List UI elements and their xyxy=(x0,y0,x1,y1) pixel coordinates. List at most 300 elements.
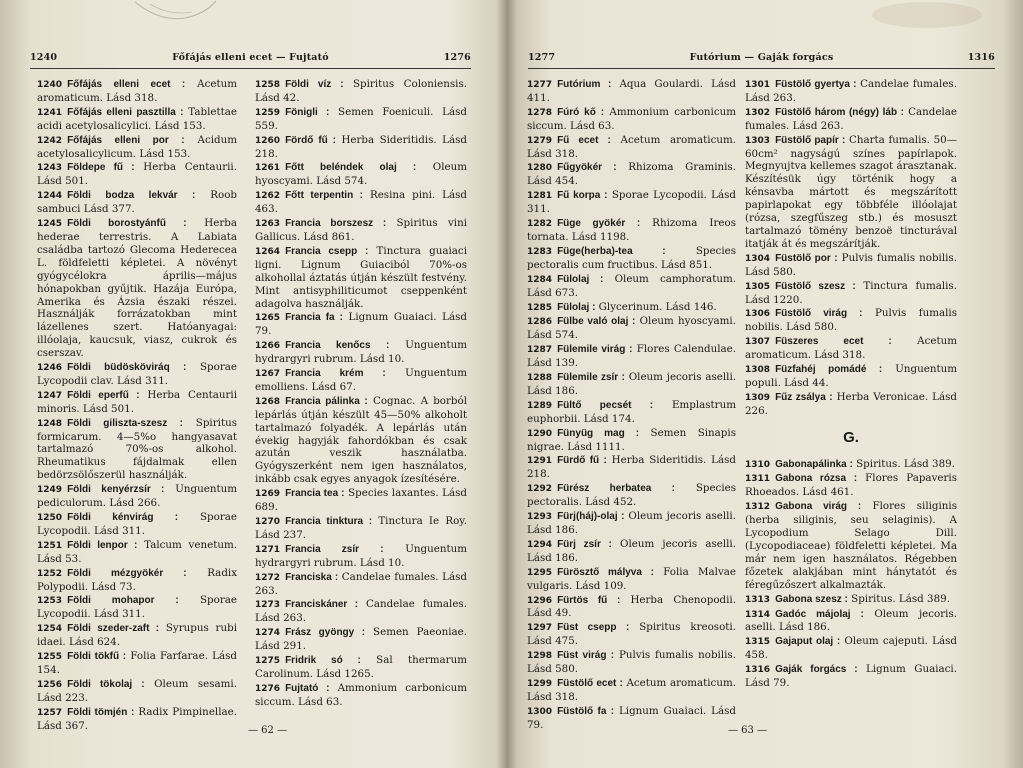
dictionary-entry xyxy=(255,189,467,216)
entry-term: Francia csepp : xyxy=(285,245,369,257)
entry-definition: Semen Foeniculi. Lásd 559. xyxy=(255,105,467,132)
entry-number: 1252 xyxy=(37,568,63,579)
entry-definition: Roob sambuci Lásd 377. xyxy=(37,189,237,216)
entry-term: Francia kenőcs : xyxy=(285,340,390,352)
entry-number: 1242 xyxy=(37,135,63,146)
entry-term: Füszeres ecet : xyxy=(775,336,892,348)
entry-number: 1269 xyxy=(255,489,281,500)
entry-number: 1243 xyxy=(37,163,63,174)
entry-definition: Oleum jecoris. aselli. Lásd 186. xyxy=(745,607,958,634)
entry-definition: Spiritus formicarum. 4—5%o hangyasavat tartalmazó 70%-os alkohol. Rheumatikus fájdalmak ellen bedörzsölőszerül használják. xyxy=(37,416,237,482)
entry-number: 1248 xyxy=(37,418,63,429)
entry-term: Földi tömjén : xyxy=(67,706,135,718)
entry-column xyxy=(37,78,237,734)
entry-number: 1245 xyxy=(37,219,63,230)
entry-definition: Oleum sesami. Lásd 223. xyxy=(37,677,237,704)
dictionary-entry xyxy=(745,472,957,499)
entry-number: 1287 xyxy=(527,345,553,356)
entry-definition: Unguentum pediculorum. Lásd 266. xyxy=(37,483,237,510)
entry-term: Francia borszesz : xyxy=(285,218,387,230)
entry-definition: Ammonium carbonicum siccum. Lásd 63. xyxy=(255,681,467,708)
entry-definition: Charta fumalis. 50—60cm² nagyságú színes papírlapok. Megnyujtva kellemes szagot árasztanak. Készítésük úgy történik hogy a kénsavba mártott és megszárított papirlapokat egy többféle illóolajat (rózsa, szegfűszeg stb.) és mosuszt tartalmazó tömény benzoë tincturával itatják át és megszárítják. xyxy=(745,133,957,250)
entry-term: Fülbe való olaj : xyxy=(557,316,636,328)
entry-number: 1260 xyxy=(255,135,281,146)
entry-number: 1253 xyxy=(37,596,63,607)
entry-term: Füstölő por : xyxy=(775,252,838,264)
entry-term: Füst csepp : xyxy=(557,622,630,634)
dictionary-entry xyxy=(527,189,736,216)
entry-number: 1314 xyxy=(745,609,771,620)
entry-term: Fű ecet : xyxy=(557,134,611,146)
entry-definition: Rhizoma Graminis. Lásd 454. xyxy=(527,161,736,188)
dictionary-entry xyxy=(527,538,736,565)
entry-number: 1306 xyxy=(745,309,771,320)
entry-definition: Sporae Lycopodii. Lásd 311. xyxy=(37,511,237,537)
entry-definition: Talcum venetum. Lásd 53. xyxy=(37,538,238,565)
entry-number: 1316 xyxy=(745,665,771,676)
dictionary-entry xyxy=(255,217,467,244)
entry-definition: Species pectoralis. Lásd 452. xyxy=(527,482,736,509)
entry-number: 1270 xyxy=(255,517,281,527)
entry-term: Füge(herba)-tea : xyxy=(557,245,666,257)
entry-number: 1282 xyxy=(527,219,553,230)
entry-term: Francia fa : xyxy=(285,312,343,324)
dictionary-entry xyxy=(37,106,237,133)
entry-definition: Semen Sinapis nigrae. Lásd 1111. xyxy=(527,426,736,453)
entry-definition: Sporae Lycopodii. Lásd 311. xyxy=(527,189,736,216)
left-page xyxy=(0,0,505,768)
right-page xyxy=(512,0,1023,768)
entry-definition: Pulvis fumalis nobilis. Lásd 580. xyxy=(745,307,957,334)
entry-number: 1272 xyxy=(255,572,281,583)
entry-number: 1291 xyxy=(527,456,553,467)
page-header xyxy=(30,52,471,68)
dictionary-entry xyxy=(527,677,736,704)
entry-number: 1241 xyxy=(37,107,63,118)
entry-term: Földi víz : xyxy=(285,79,344,90)
entry-term: Gajaput olaj : xyxy=(775,636,841,648)
entry-number: 1256 xyxy=(37,679,63,690)
entry-term: Frász gyöngy : xyxy=(285,627,366,639)
entry-term: Francia tea : xyxy=(285,488,345,500)
entry-term: Fürdő fű : xyxy=(557,455,607,467)
entry-definition: Rhizoma Ireos tornata. Lásd 1198. xyxy=(527,217,736,243)
dictionary-entry xyxy=(255,626,467,653)
entry-definition: Unguentum hydrargyri rubrum. Lásd 10. xyxy=(255,339,467,366)
entry-number: 1281 xyxy=(527,191,553,202)
entry-definition: Resina pini. Lásd 463. xyxy=(255,189,467,216)
entry-number: 1289 xyxy=(527,400,553,411)
entry-definition: Oleum camphoratum. Lásd 673. xyxy=(527,272,736,299)
entry-number: 1264 xyxy=(255,246,281,257)
entry-term: Franciskáner : xyxy=(285,599,359,611)
entry-term: Földi eperfű : xyxy=(67,389,140,401)
entry-number: 1266 xyxy=(255,341,281,352)
entry-number: 1247 xyxy=(37,390,63,401)
header-last-entry: 1316 xyxy=(967,52,995,63)
dictionary-entry xyxy=(37,511,237,538)
entry-number: 1254 xyxy=(37,624,63,635)
entry-definition: Tablettae acidi acetylosalicylici. Lásd 153. xyxy=(37,105,238,132)
dictionary-entry xyxy=(527,482,736,509)
entry-column xyxy=(527,78,736,733)
entry-definition: Acetum aromaticum. Lásd 318. xyxy=(527,133,736,160)
entry-definition: Spiritus. Lásd 389. xyxy=(847,592,950,605)
dictionary-entry xyxy=(745,106,957,133)
entry-definition: Oleum hyoscyami. Lásd 574. xyxy=(255,161,467,188)
header-rule xyxy=(30,68,471,69)
entry-number: 1250 xyxy=(37,513,63,523)
dictionary-entry xyxy=(527,273,736,300)
entry-column xyxy=(255,78,467,710)
dictionary-entry xyxy=(527,399,736,426)
entry-term: Fülemile zsír : xyxy=(557,372,625,384)
dictionary-entry xyxy=(37,567,237,594)
dictionary-entry xyxy=(527,315,736,342)
dictionary-entry xyxy=(255,543,467,570)
dictionary-entry xyxy=(37,483,237,510)
entry-term: Francia zsír : xyxy=(285,543,384,555)
dictionary-entry xyxy=(745,663,957,690)
entry-term: Füzfahéj pomádé : xyxy=(775,364,883,376)
entry-number: 1297 xyxy=(527,623,553,634)
entry-term: Földi büdösköviráq : xyxy=(67,362,187,374)
dictionary-entry xyxy=(255,571,467,598)
entry-definition: Cognac. A borból lepárlás útján készült 45—50% alkoholt tartalmazó folyadék. A lepárlás után évekig hagyják fahordókban és csak azután veszik használatba. Gyógyszerként nem igen használatos, inkább csak egyes anyagok ízesítésére. xyxy=(255,394,467,486)
entry-definition: Flores Papaveris Rhoeados. Lásd 461. xyxy=(745,472,957,499)
entry-definition: Oleum jecoris aselli. Lásd 186. xyxy=(527,371,737,397)
dictionary-entry xyxy=(37,134,237,161)
dictionary-entry xyxy=(37,217,237,360)
entry-definition: Aqua Goulardi. Lásd 411. xyxy=(527,78,736,104)
entry-group xyxy=(745,78,957,418)
entry-number: 1267 xyxy=(255,369,281,380)
entry-term: Füstölő három (négy) láb : xyxy=(775,106,905,118)
entry-term: Főfájás elleni pasztilla : xyxy=(67,106,184,118)
header-first-entry: 1277 xyxy=(528,52,556,63)
entry-term: Fujtató : xyxy=(285,682,330,694)
dictionary-entry xyxy=(37,189,237,216)
dictionary-entry xyxy=(527,566,736,593)
entry-term: Gadóc májolaj : xyxy=(775,608,864,620)
entry-definition: Spiritus Coloniensis. Lásd 42. xyxy=(255,78,467,104)
entry-definition: Acetum aromaticum. Lásd 318. xyxy=(527,676,736,703)
entry-term: Fúró kő : xyxy=(557,106,605,118)
entry-term: Füstölő fa : xyxy=(557,705,615,717)
entry-definition: Radix Pimpinellae. Lásd 367. xyxy=(37,705,237,732)
entry-term: Földepe fű : xyxy=(67,162,135,174)
header-title: Főfájás elleni ecet — Fujtató xyxy=(172,52,329,63)
entry-number: 1265 xyxy=(255,313,281,324)
entry-definition: Oleum jecoris aselli. Lásd 186. xyxy=(527,510,736,536)
entry-definition: Acidum acetylosalicylicum. Lásd 153. xyxy=(37,133,237,160)
dictionary-entry xyxy=(255,134,467,161)
entry-number: 1285 xyxy=(527,302,553,313)
entry-number: 1313 xyxy=(745,594,771,605)
dictionary-entry xyxy=(745,280,957,307)
entry-definition: Acetum aromaticum. Lásd 318. xyxy=(37,78,237,104)
entry-term: Földi tökolaj : xyxy=(67,678,145,690)
entry-term: Főfájás elleni ecet : xyxy=(67,79,186,90)
entry-number: 1273 xyxy=(255,600,281,611)
entry-number: 1315 xyxy=(745,637,771,648)
entry-definition: Tinctura Ie Roy. Lásd 237. xyxy=(255,515,467,541)
entry-definition: Emplastrum euphorbii. Lásd 174. xyxy=(527,398,736,425)
dictionary-entry xyxy=(745,335,957,362)
entry-definition: Lignum Guaiaci. Lásd 79. xyxy=(745,663,957,690)
dictionary-entry xyxy=(527,649,736,676)
entry-term: Földi szeder-zaft : xyxy=(67,623,160,635)
entry-number: 1275 xyxy=(255,656,281,667)
dictionary-entry xyxy=(745,608,957,635)
entry-definition: Pulvis fumalis nobilis. Lásd 580. xyxy=(527,649,736,676)
entry-definition: Herba Centaurii. Lásd 501. xyxy=(37,161,237,188)
entry-number: 1283 xyxy=(527,246,553,257)
header-title: Futórium — Gaják forgács xyxy=(689,52,834,63)
entry-term: Fridrik só : xyxy=(285,655,361,667)
dictionary-entry xyxy=(527,621,736,648)
entry-number: 1292 xyxy=(527,484,553,495)
entry-term: Füge gyökér : xyxy=(557,218,641,230)
entry-term: Füstölő szesz : xyxy=(775,280,856,292)
entry-definition: Candelae fumales. Lásd 263. xyxy=(255,598,467,625)
entry-term: Fű korpa : xyxy=(557,190,608,202)
entry-number: 1294 xyxy=(527,539,553,550)
entry-term: Fülolaj : xyxy=(557,273,604,285)
dictionary-entry xyxy=(255,682,467,709)
entry-term: Földi borostyánfű : xyxy=(67,218,187,230)
entry-number: 1311 xyxy=(745,474,771,485)
dictionary-entry xyxy=(745,252,957,279)
dictionary-entry xyxy=(745,391,957,418)
entry-term: Földi kenyérzsír : xyxy=(67,484,165,496)
entry-term: Füstölő papír : xyxy=(775,134,846,146)
dictionary-entry xyxy=(37,539,237,566)
dictionary-entry xyxy=(37,389,237,416)
entry-group xyxy=(745,458,957,690)
entry-definition: Radix Polypodii. Lásd 73. xyxy=(37,566,238,593)
dictionary-entry xyxy=(255,161,467,188)
entry-number: 1271 xyxy=(255,544,281,555)
dictionary-entry xyxy=(255,245,467,311)
dictionary-entry xyxy=(745,458,957,472)
dictionary-entry xyxy=(745,593,957,607)
entry-term: Gabonapálinka : xyxy=(775,458,853,470)
dictionary-entry xyxy=(527,510,736,537)
entry-term: Fürösztő mályva : xyxy=(557,566,654,578)
dictionary-entry xyxy=(255,515,467,542)
entry-term: Földi kénvirág : xyxy=(67,512,179,523)
entry-definition: Unguentum populi. Lásd 44. xyxy=(745,363,957,389)
dictionary-entry xyxy=(527,594,736,621)
entry-number: 1312 xyxy=(745,502,771,513)
dictionary-entry xyxy=(527,427,736,454)
dictionary-entry xyxy=(37,678,237,705)
entry-number: 1288 xyxy=(527,373,553,384)
dictionary-entry xyxy=(527,106,736,133)
dictionary-entry xyxy=(527,161,736,188)
dictionary-entry xyxy=(255,598,467,625)
entry-term: Fülemile virág : xyxy=(557,344,633,356)
dictionary-entry xyxy=(37,622,237,649)
dictionary-entry xyxy=(255,339,467,366)
entry-term: Fünyüg mag : xyxy=(557,427,640,439)
dictionary-entry xyxy=(527,343,736,370)
dictionary-entry xyxy=(527,134,736,161)
entry-number: 1303 xyxy=(745,135,771,146)
entry-number: 1257 xyxy=(37,707,63,718)
dictionary-entry xyxy=(37,161,237,188)
page-number: — 62 — xyxy=(247,725,288,736)
entry-term: Francia pálinka : xyxy=(285,395,368,407)
entry-definition: Spiritus. Lásd 389. xyxy=(852,457,955,470)
header-last-entry: 1276 xyxy=(443,52,471,63)
entry-number: 1298 xyxy=(527,651,553,662)
dictionary-entry xyxy=(527,371,736,398)
entry-term: Francia tinktura : xyxy=(285,516,373,527)
entry-number: 1286 xyxy=(527,317,553,328)
entry-definition: Sporae Lycopodii clav. Lásd 311. xyxy=(37,361,237,387)
entry-term: Fürj(háj)-olaj : xyxy=(557,511,625,523)
entry-definition: Oleum hyoscyami. Lásd 574. xyxy=(527,315,736,342)
entry-definition: Herba Sideritidis. Lásd 218. xyxy=(255,133,467,160)
entry-number: 1296 xyxy=(527,595,553,606)
entry-number: 1246 xyxy=(37,363,63,374)
header-first-entry: 1240 xyxy=(30,52,58,63)
entry-number: 1268 xyxy=(255,396,281,407)
entry-definition: Candelae fumales. Lásd 263. xyxy=(745,78,957,104)
entry-definition: Herba Sideritidis. Lásd 218. xyxy=(527,454,736,481)
dictionary-entry xyxy=(255,395,467,486)
dictionary-entry xyxy=(527,217,736,244)
entry-definition: Ammonium carbonicum siccum. Lásd 63. xyxy=(527,105,736,132)
entry-number: 1309 xyxy=(745,392,771,403)
entry-term: Gaják forgács : xyxy=(775,664,858,676)
dictionary-entry xyxy=(527,78,736,105)
dictionary-entry xyxy=(255,654,467,681)
entry-definition: Semen Paeoniae. Lásd 291. xyxy=(255,626,467,653)
entry-number: 1263 xyxy=(255,219,281,230)
entry-definition: Sporae Lycopodii. Lásd 311. xyxy=(37,594,237,621)
entry-term: Füstölő virág : xyxy=(775,308,863,320)
entry-term: Fürtös fű : xyxy=(557,594,621,606)
entry-term: Fördő fű : xyxy=(285,134,337,146)
entry-number: 1244 xyxy=(37,191,63,202)
entry-definition: Lignum Guaiaci. Lásd 79. xyxy=(255,311,467,338)
dictionary-entry xyxy=(745,635,957,662)
entry-definition: Spiritus vini Gallicus. Lásd 861. xyxy=(255,217,467,243)
entry-definition: Syrupus rubi idaei. Lásd 624. xyxy=(37,622,237,649)
entry-term: Francia krém : xyxy=(285,368,386,380)
entry-definition: Sal thermarum Carolinum. Lásd 1265. xyxy=(255,654,467,680)
entry-term: Fűgyökér : xyxy=(557,162,617,174)
entry-number: 1258 xyxy=(255,80,281,90)
entry-number: 1290 xyxy=(527,428,553,439)
entry-term: Földi mohapor : xyxy=(67,595,179,607)
entry-number: 1304 xyxy=(745,253,771,264)
dictionary-entry xyxy=(745,307,957,334)
entry-definition: Flores siliginis (herba siliginis, seu selaginis). A Lycopodium Selago Dill. (Lycopodiaceae) földfeletti képletei. Ma már nem igen használatos. Régebben főzetek alakjában mint hánytatót és féregűzőszert alkalmazták. xyxy=(745,500,957,591)
entry-column-g xyxy=(745,78,957,691)
entry-term: Gabona szesz : xyxy=(775,593,848,605)
entry-definition: Unguentum hydrargyri rubrum. Lásd 10. xyxy=(255,542,467,569)
entry-number: 1293 xyxy=(527,512,553,523)
entry-term: Fürj zsír : xyxy=(557,538,612,550)
page-number: — 63 — xyxy=(727,725,768,736)
entry-definition: Tinctura guaiaci ligni. Lignum Guiaciból 70%-os alkohollal áztatás útján készült festvény. Mint antisyphiliticumot cseppenként adagolva használják. xyxy=(255,244,467,310)
entry-definition: Spiritus kreosoti. Lásd 475. xyxy=(527,621,736,648)
dictionary-entry xyxy=(527,301,736,315)
entry-number: 1280 xyxy=(527,163,553,174)
dictionary-entry xyxy=(255,78,467,105)
entry-number: 1300 xyxy=(527,706,553,717)
entry-definition: Oleum cajeputi. Lásd 458. xyxy=(745,635,957,662)
entry-definition: Oleum jecoris aselli. Lásd 186. xyxy=(527,537,736,564)
dictionary-entry xyxy=(745,134,957,251)
dictionary-entry xyxy=(37,78,237,105)
dictionary-entry xyxy=(527,454,736,481)
entry-number: 1255 xyxy=(37,652,63,663)
entry-number: 1274 xyxy=(255,628,281,639)
entry-term: Főtt terpentin : xyxy=(285,190,363,202)
entry-term: Füstölő ecet : xyxy=(557,677,623,689)
entry-number: 1249 xyxy=(37,485,63,496)
dictionary-entry xyxy=(255,311,467,338)
entry-definition: Acetum aromaticum. Lásd 318. xyxy=(745,335,957,362)
entry-number: 1276 xyxy=(255,683,281,694)
entry-definition: Species pectoralis cum fructibus. Lásd 851. xyxy=(527,244,736,271)
entry-definition: Candelae fumales. Lásd 263. xyxy=(745,105,957,132)
entry-definition: Flores Calendulae. Lásd 139. xyxy=(527,343,736,370)
entry-term: Földi lenpor : xyxy=(67,539,138,551)
entry-definition: Candelae fumales. Lásd 263. xyxy=(255,570,467,597)
entry-number: 1301 xyxy=(745,80,771,90)
entry-definition: Herba hederae terrestris. A Labiata családba tartozó Glecoma Hederecea L. földfeletti képletei. A növényt gyógycélokra április—május hónapokban gyűjtik. Hazája Európa, Amerika és Ázsia északi részei. Használják forrázatokban mint lázellenes szert. Hatóanyagai: illóolaja, kaucsuk, viasz, cukrok és cserszav. xyxy=(37,217,238,360)
entry-definition: Pulvis fumalis nobilis. Lásd 580. xyxy=(745,251,957,278)
dictionary-entry xyxy=(37,650,237,677)
dictionary-entry xyxy=(255,367,467,394)
entry-definition: Lignum Guaiaci. Lásd 79. xyxy=(527,704,736,731)
entry-term: Franciska : xyxy=(285,571,339,583)
page-header xyxy=(528,52,995,68)
entry-term: Füst virág : xyxy=(557,650,615,662)
entry-definition: Herba Veronicae. Lásd 226. xyxy=(745,390,957,417)
entry-number: 1279 xyxy=(527,135,553,146)
entry-term: Földi bodza lekvár : xyxy=(67,190,196,202)
entry-term: Gabona virág : xyxy=(775,501,862,513)
header-rule xyxy=(528,68,995,69)
section-letter: G. xyxy=(843,428,859,446)
entry-term: Földi tökfű : xyxy=(67,651,127,663)
dictionary-entry xyxy=(37,417,237,483)
entry-term: Füstölő gyertya : xyxy=(775,79,857,90)
dictionary-entry xyxy=(37,361,237,388)
entry-number: 1259 xyxy=(255,107,281,118)
entry-number: 1277 xyxy=(527,80,553,90)
entry-number: 1240 xyxy=(37,80,63,90)
entry-term: Földi giliszta-szesz : xyxy=(67,417,183,429)
entry-term: Futórium : xyxy=(557,79,612,90)
entry-term: Gabona rózsa : xyxy=(775,473,858,485)
entry-definition: Species laxantes. Lásd 689. xyxy=(255,487,467,514)
entry-number: 1278 xyxy=(527,107,553,118)
entry-definition: Herba Centaurii minoris. Lásd 501. xyxy=(37,388,237,415)
entry-term: Fönigli : xyxy=(285,106,330,118)
entry-number: 1261 xyxy=(255,163,281,174)
entry-term: Földi mézgyökér : xyxy=(67,567,187,579)
dictionary-entry xyxy=(37,594,237,621)
dictionary-entry xyxy=(527,245,736,272)
